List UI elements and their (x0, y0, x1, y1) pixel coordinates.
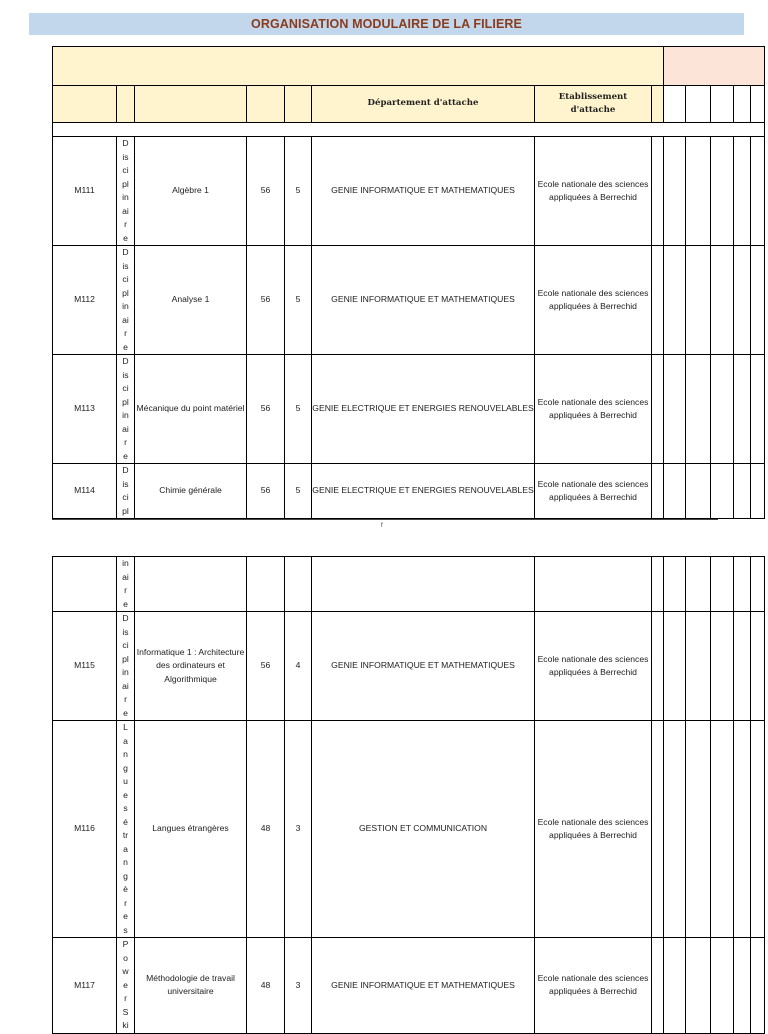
table-row (53, 464, 765, 519)
volume-horaire: 56 (247, 355, 285, 464)
empty-cell (652, 938, 664, 1034)
empty-cell (686, 938, 711, 1034)
departement-attache (312, 557, 535, 612)
column-header-row (53, 86, 765, 123)
module-code (53, 557, 117, 612)
module-code: M112 (53, 246, 117, 355)
empty-cell (652, 464, 664, 519)
table-row (53, 612, 765, 721)
header-module (135, 86, 247, 123)
etablissement-attache (535, 557, 652, 612)
empty-cell (686, 137, 711, 246)
module-code: M113 (53, 355, 117, 464)
empty-cell (734, 721, 751, 938)
table-row (53, 557, 765, 612)
empty-cell (686, 612, 711, 721)
departement-attache: GENIE INFORMATIQUE ET MATHEMATIQUES (312, 612, 535, 721)
module-name: Langues étrangères (135, 721, 247, 938)
header-credits (285, 86, 312, 123)
etablissement-attache: Ecole nationale des sciences appliquées à Berrechid (535, 137, 652, 246)
table-row (53, 137, 765, 246)
empty-cell (664, 721, 686, 938)
empty-cell (664, 137, 686, 246)
etablissement-attache: Ecole nationale des sciences appliquées à Berrechid (535, 464, 652, 519)
empty-cell (652, 137, 664, 246)
module-code: M111 (53, 137, 117, 246)
header-extra-5 (734, 86, 751, 123)
empty-cell (664, 355, 686, 464)
module-code: M114 (53, 464, 117, 519)
page-separator (52, 519, 718, 520)
credits (285, 557, 312, 612)
credits: 5 (285, 137, 312, 246)
empty-cell (734, 464, 751, 519)
spacer-row (53, 123, 765, 137)
departement-attache: GENIE INFORMATIQUE ET MATHEMATIQUES (312, 246, 535, 355)
empty-cell (686, 355, 711, 464)
credits: 5 (285, 464, 312, 519)
empty-cell (751, 612, 765, 721)
empty-cell (734, 557, 751, 612)
module-code: M117 (53, 938, 117, 1034)
module-code: M115 (53, 612, 117, 721)
empty-cell (664, 938, 686, 1034)
departement-attache: GENIE ELECTRIQUE ET ENERGIES RENOUVELABLES (312, 464, 535, 519)
empty-cell (664, 464, 686, 519)
module-code: M116 (53, 721, 117, 938)
etablissement-attache: Ecole nationale des sciences appliquées à Berrechid (535, 355, 652, 464)
empty-cell (734, 246, 751, 355)
module-nature: D is ci pl (117, 464, 135, 519)
module-name: Informatique 1 : Architecture des ordinateurs et Algorithmique (135, 612, 247, 721)
header-vh (247, 86, 285, 123)
spacer-cell (53, 123, 765, 137)
empty-cell (686, 557, 711, 612)
departement-attache: GESTION ET COMMUNICATION (312, 721, 535, 938)
etablissement-attache: Ecole nationale des sciences appliquées à Berrechid (535, 612, 652, 721)
departement-attache: GENIE INFORMATIQUE ET MATHEMATIQUES (312, 137, 535, 246)
empty-cell (686, 464, 711, 519)
table-row (53, 246, 765, 355)
module-nature: D is ci pl in ai r e (117, 612, 135, 721)
module-nature: D is ci pl in ai r e (117, 355, 135, 464)
volume-horaire: 56 (247, 246, 285, 355)
volume-horaire: 56 (247, 137, 285, 246)
module-nature: in ai r e (117, 557, 135, 612)
etablissement-attache: Ecole nationale des sciences appliquées à Berrechid (535, 938, 652, 1034)
volume-horaire: 48 (247, 938, 285, 1034)
empty-cell (734, 938, 751, 1034)
empty-cell (652, 355, 664, 464)
empty-cell (751, 721, 765, 938)
table-row (53, 721, 765, 938)
header-extra-1 (652, 86, 664, 123)
empty-cell (751, 355, 765, 464)
volume-horaire: 48 (247, 721, 285, 938)
module-nature: P o w e r S ki (117, 938, 135, 1034)
empty-cell (711, 938, 734, 1034)
page-title: ORGANISATION MODULAIRE DE LA FILIERE (29, 13, 744, 35)
module-name: Mécanique du point matériel (135, 355, 247, 464)
header-band (53, 47, 765, 86)
empty-cell (711, 137, 734, 246)
credits: 5 (285, 355, 312, 464)
empty-cell (751, 557, 765, 612)
empty-cell (664, 246, 686, 355)
empty-cell (711, 612, 734, 721)
empty-cell (652, 612, 664, 721)
module-name: Méthodologie de travail universitaire (135, 938, 247, 1034)
empty-cell (652, 721, 664, 938)
empty-cell (734, 137, 751, 246)
header-extra-3 (686, 86, 711, 123)
empty-cell (652, 557, 664, 612)
volume-horaire: 56 (247, 464, 285, 519)
empty-cell (751, 246, 765, 355)
page-mark: f (381, 523, 383, 529)
empty-cell (664, 557, 686, 612)
table-row (53, 355, 765, 464)
header-etablissement: Etablissement d'attache (535, 86, 652, 123)
etablissement-attache: Ecole nationale des sciences appliquées à Berrechid (535, 246, 652, 355)
modules-table-page1 (52, 46, 765, 519)
empty-cell (751, 137, 765, 246)
header-code (53, 86, 117, 123)
module-nature: L a n g u e s é tr a n g è r e s (117, 721, 135, 938)
empty-cell (734, 355, 751, 464)
volume-horaire: 56 (247, 612, 285, 721)
header-departement: Département d'attache (312, 86, 535, 123)
empty-cell (686, 721, 711, 938)
empty-cell (711, 246, 734, 355)
departement-attache: GENIE ELECTRIQUE ET ENERGIES RENOUVELABLES (312, 355, 535, 464)
credits: 4 (285, 612, 312, 721)
header-extra-2 (664, 86, 686, 123)
credits: 3 (285, 938, 312, 1034)
modules-table-page2 (52, 556, 765, 1034)
empty-cell (686, 246, 711, 355)
credits: 5 (285, 246, 312, 355)
empty-cell (751, 464, 765, 519)
header-nature (117, 86, 135, 123)
header-extra-4 (711, 86, 734, 123)
empty-cell (711, 721, 734, 938)
module-name: Algèbre 1 (135, 137, 247, 246)
empty-cell (664, 612, 686, 721)
module-name: Chimie générale (135, 464, 247, 519)
etablissement-attache: Ecole nationale des sciences appliquées à Berrechid (535, 721, 652, 938)
empty-cell (751, 938, 765, 1034)
empty-cell (652, 246, 664, 355)
header-extra-6 (751, 86, 765, 123)
header-band-right (664, 47, 765, 86)
volume-horaire (247, 557, 285, 612)
table-row (53, 938, 765, 1034)
empty-cell (711, 355, 734, 464)
module-name (135, 557, 247, 612)
module-name: Analyse 1 (135, 246, 247, 355)
empty-cell (711, 557, 734, 612)
credits: 3 (285, 721, 312, 938)
module-nature: D is ci pl in ai r e (117, 246, 135, 355)
header-band-left (53, 47, 664, 86)
empty-cell (711, 464, 734, 519)
departement-attache: GENIE INFORMATIQUE ET MATHEMATIQUES (312, 938, 535, 1034)
empty-cell (734, 612, 751, 721)
module-nature: D is ci pl in ai r e (117, 137, 135, 246)
